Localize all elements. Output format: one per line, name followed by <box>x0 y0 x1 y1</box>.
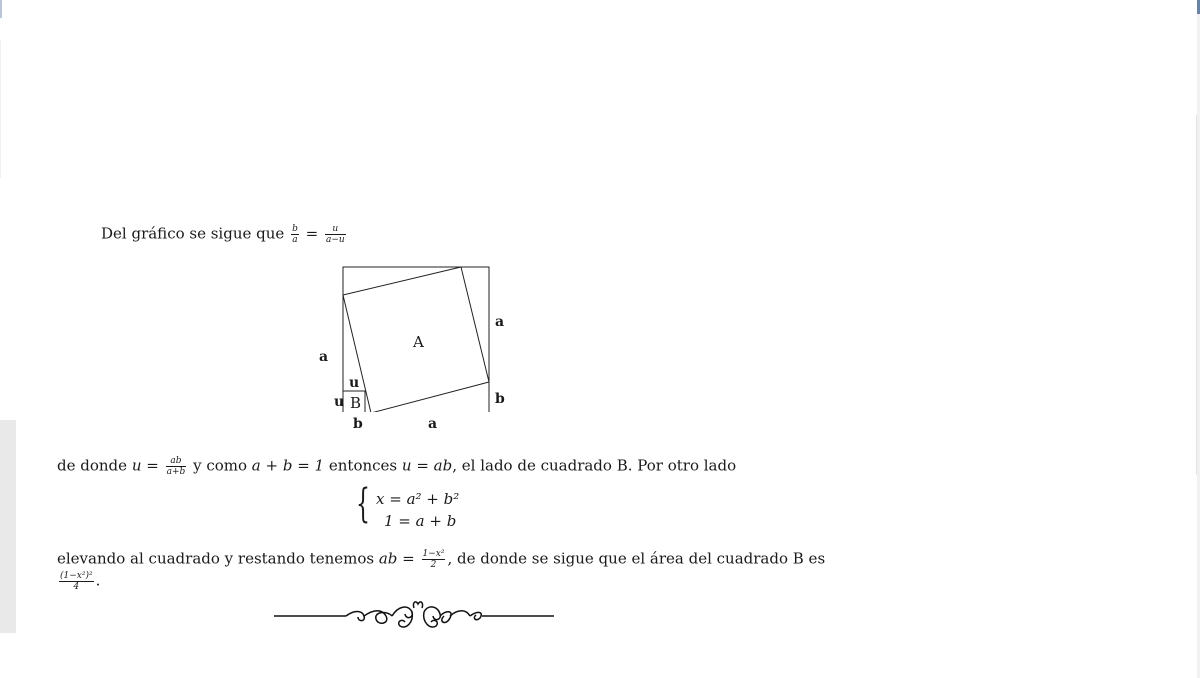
variable-u: u <box>131 456 142 475</box>
label-top-u: u <box>349 375 360 391</box>
label-region-a: A <box>413 333 424 351</box>
label-bottom-b: b <box>353 416 363 432</box>
fraction-ab-over-a-plus-b <box>166 456 187 477</box>
paragraph-text: elevando al cuadrado y restando tenemos <box>57 549 375 568</box>
fraction-b-over-a <box>291 224 299 245</box>
equals-sign: = <box>305 224 319 243</box>
paragraph-text: , el lado de cuadrado B. Por otro lado <box>452 456 737 475</box>
paragraph-area-of-b <box>57 549 825 570</box>
fraction-denominator: a+b <box>166 467 186 477</box>
period: . <box>95 571 101 590</box>
window-edge-shadow <box>0 40 1 178</box>
paragraph-graph-relation <box>101 224 348 245</box>
fraction-denominator: a <box>292 235 298 245</box>
fraction-denominator: a−u <box>325 235 345 245</box>
paragraph-text: , de donde se sigue que el área del cuadrado B es <box>447 549 826 568</box>
area-expression-line <box>57 571 100 592</box>
window-edge-marker <box>0 0 2 18</box>
fraction-area-of-b <box>59 571 94 592</box>
fraction-numerator: u <box>325 224 346 235</box>
paragraph-text: y como <box>193 456 248 475</box>
fraction-numerator: ab <box>166 456 187 467</box>
label-right-b: b <box>495 391 505 407</box>
decorative-divider <box>274 600 556 640</box>
paragraph-text: de donde <box>57 456 128 475</box>
label-bottom-a: a <box>428 416 438 432</box>
label-right-a: a <box>495 314 505 330</box>
fraction-denominator: 4 <box>73 582 80 592</box>
flourish-ornament <box>274 600 556 636</box>
fraction-one-minus-x2-over-2 <box>422 549 446 570</box>
equation-x: x = a² + b² <box>376 490 460 508</box>
left-brace: { <box>356 481 370 527</box>
fraction-numerator: 1−x² <box>422 549 445 559</box>
label-region-b: B <box>350 394 362 412</box>
left-gutter <box>0 420 16 633</box>
fraction-u-over-a-minus-u <box>325 224 346 245</box>
equation-u-equals-ab: u = ab <box>401 456 453 475</box>
square-diagram-drawing <box>310 262 510 412</box>
label-left-u: u <box>334 394 345 410</box>
scrollbar-edge <box>1196 115 1197 475</box>
equation-ab: ab = <box>378 549 415 568</box>
fraction-numerator: (1−x²)² <box>60 571 93 581</box>
equals-sign: = <box>146 456 159 475</box>
fraction-denominator: 2 <box>430 560 437 570</box>
paragraph-text: entonces <box>328 456 398 475</box>
paragraph-text: Del gráfico se sigue que <box>101 224 285 243</box>
fraction-numerator: b <box>292 224 298 234</box>
equation-one: 1 = a + b <box>384 512 457 530</box>
label-left-a: a <box>319 349 329 365</box>
paragraph-side-of-b <box>57 456 736 477</box>
equation-a-plus-b: a + b = 1 <box>251 456 325 475</box>
